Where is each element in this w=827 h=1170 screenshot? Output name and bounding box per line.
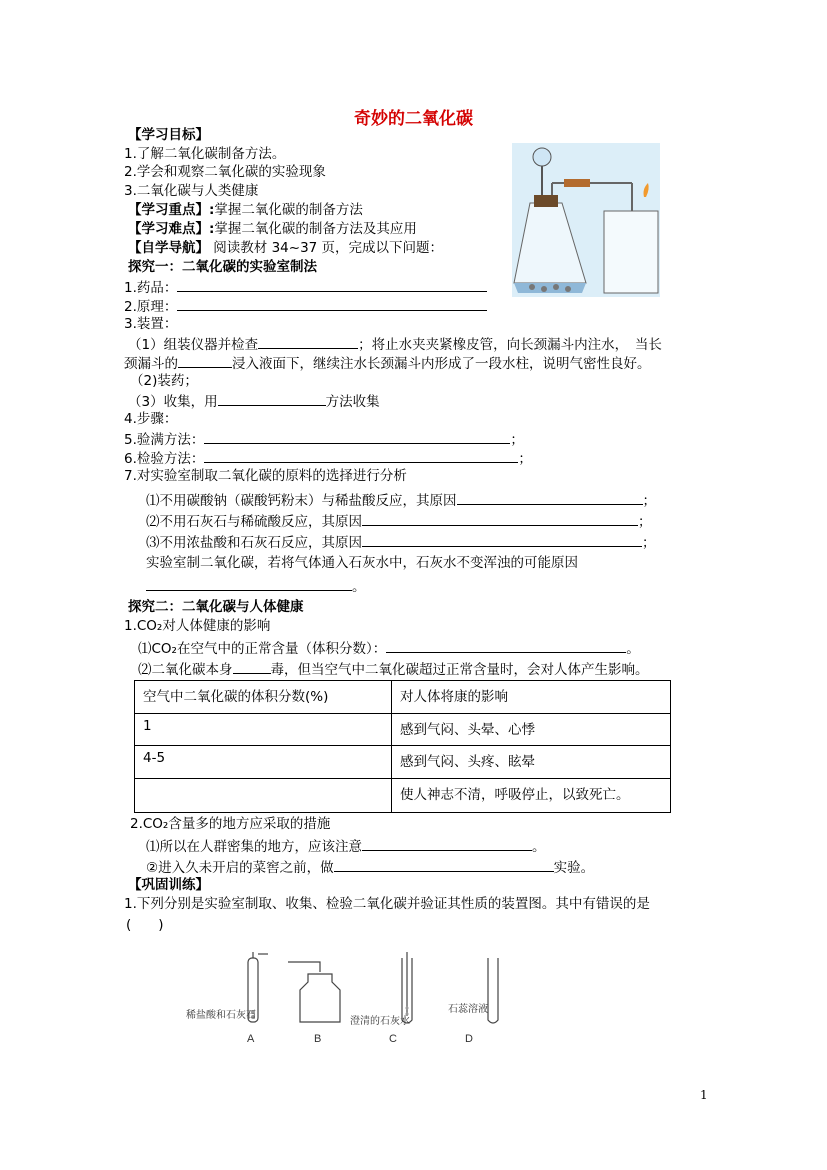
q3-1-text: 浸入液面下，继续注水长颈漏斗内形成了一段水柱，说明气密性良好。 (232, 356, 651, 372)
answer-blank[interactable] (218, 391, 326, 406)
answer-blank[interactable] (457, 490, 643, 505)
semicolon: ； (638, 514, 652, 530)
p2-2-text: 实验。 (553, 860, 595, 876)
q3-3-text: （3）收集，用 (128, 394, 218, 410)
period: 。 (626, 641, 640, 657)
page-number: 1 (700, 1088, 708, 1102)
section1-heading: 探究一：二氧化碳的实验室制法 (128, 259, 317, 275)
p2-2-text: ②进入久未开启的菜窖之前，做 (146, 860, 334, 876)
q4-label: 4.步骤： (124, 411, 178, 427)
answer-blank[interactable] (258, 334, 358, 349)
table-cell: 感到气闷、头疼、眩晕 (392, 746, 671, 779)
q3-1-text: 颈漏斗的 (124, 356, 178, 372)
q7-label: 7.对实验室制取二氧化碳的原料的选择进行分析 (124, 468, 407, 484)
fig-letter-c: C (389, 1033, 397, 1045)
q3-1-text: （1）组装仪器并检查 (128, 337, 259, 353)
co2-effects-table (134, 680, 671, 813)
goal-item: 2.学会和观察二氧化碳的实验现象 (124, 164, 326, 180)
p2-label: 2.CO₂含量多的地方应采取的措施 (130, 816, 331, 832)
fig-label-c-desc: 澄清的石灰水 (350, 1016, 410, 1027)
goal-item: 3.二氧化碳与人类健康 (124, 183, 259, 199)
p1-2-text: 毒，但当空气中二氧化碳超过正常含量时，会对人体产生影响。 (270, 662, 649, 678)
answer-blank[interactable] (362, 511, 638, 526)
fig-letter-d: D (465, 1033, 473, 1045)
q7-2-text: ⑵不用石灰石与稀硫酸反应，其原因 (146, 514, 362, 530)
table-cell: 4-5 (135, 746, 392, 779)
q7-4-text: 实验室制二氧化碳，若将气体通入石灰水中，石灰水不变浑浊的可能原因 (146, 555, 578, 571)
apparatus-figure (512, 143, 660, 297)
table-cell: 感到气闷、头晕、心悸 (392, 714, 671, 746)
answer-blank[interactable] (146, 576, 352, 591)
semicolon: ； (642, 493, 656, 509)
table-cell: 使人神志不清，呼吸停止，以致死亡。 (392, 779, 671, 813)
answer-blank[interactable] (386, 638, 626, 653)
answer-blank[interactable] (178, 353, 232, 368)
fig-label-a-desc: 稀盐酸和石灰石 (186, 1010, 256, 1021)
q3-2-text: （2)装药； (130, 373, 198, 389)
p1-label: 1.CO₂对人体健康的影响 (124, 618, 271, 634)
period: 。 (352, 579, 366, 595)
p1-1-text: ⑴CO₂在空气中的正常含量（体积分数）： (138, 641, 387, 657)
period: 。 (532, 839, 546, 855)
q6-label: 6.检验方法： (124, 451, 205, 467)
goals-heading: 【学习目标】 (128, 127, 209, 143)
nav-label: 【自学导航】 (128, 240, 209, 256)
answer-blank[interactable] (177, 296, 487, 311)
fig-letter-b: B (314, 1033, 322, 1045)
practice-heading: 【巩固训练】 (128, 877, 209, 893)
q7-3-text: ⑶不用浓盐酸和石灰石反应，其原因 (146, 535, 362, 551)
fig-letter-a: A (247, 1033, 255, 1045)
key-text: 掌握二氧化碳的制备方法 (214, 202, 363, 218)
answer-blank[interactable] (362, 836, 532, 851)
answer-blank[interactable] (233, 659, 271, 674)
answer-blank[interactable] (362, 532, 642, 547)
section2-heading: 探究二：二氧化碳与人体健康 (128, 599, 304, 615)
table-cell: 1 (135, 714, 392, 746)
semicolon: ； (518, 451, 532, 467)
table-cell[interactable] (135, 779, 392, 813)
practice-q1: 1.下列分别是实验室制取、收集、检验二氧化碳并验证其性质的装置图。其中有错误的是 (124, 896, 650, 912)
answer-blank[interactable] (334, 857, 554, 872)
page-title: 奇妙的二氧化碳 (354, 109, 473, 129)
answer-paren[interactable]: ( ) (126, 917, 164, 933)
semicolon: ； (642, 535, 656, 551)
p2-1-text: ⑴所以在人群密集的地方，应该注意 (146, 839, 362, 855)
difficulty-text: 掌握二氧化碳的制备方法及其应用 (214, 221, 417, 237)
nav-text: 阅读教材 34~37 页，完成以下问题： (213, 240, 444, 256)
answer-blank[interactable] (204, 429, 510, 444)
goal-item: 1.了解二氧化碳制备方法。 (124, 146, 286, 162)
difficulty-label: 【学习难点】: (128, 221, 215, 237)
q1-label: 1.药品： (124, 280, 178, 296)
answer-blank[interactable] (204, 448, 518, 463)
fig-label-d-desc: 石蕊溶液 (448, 1004, 488, 1015)
q7-1-text: ⑴不用碳酸钠（碳酸钙粉末）与稀盐酸反应，其原因 (146, 493, 457, 509)
q5-label: 5.验满方法： (124, 432, 205, 448)
p1-2-text: ⑵二氧化碳本身 (138, 662, 233, 678)
table-header: 对人体将康的影响 (392, 681, 671, 714)
key-label: 【学习重点】: (128, 202, 215, 218)
q3-3-text: 方法收集 (325, 394, 380, 410)
q2-label: 2.原理： (124, 299, 178, 315)
table-header: 空气中二氧化碳的体积分数(%) (135, 681, 392, 714)
answer-blank[interactable] (177, 277, 487, 292)
q3-1-text: ；将止水夹夹紧橡皮管，向长颈漏斗内注水， 当长 (358, 337, 662, 353)
semicolon: ； (510, 432, 524, 448)
q3-label: 3.装置： (124, 316, 178, 332)
